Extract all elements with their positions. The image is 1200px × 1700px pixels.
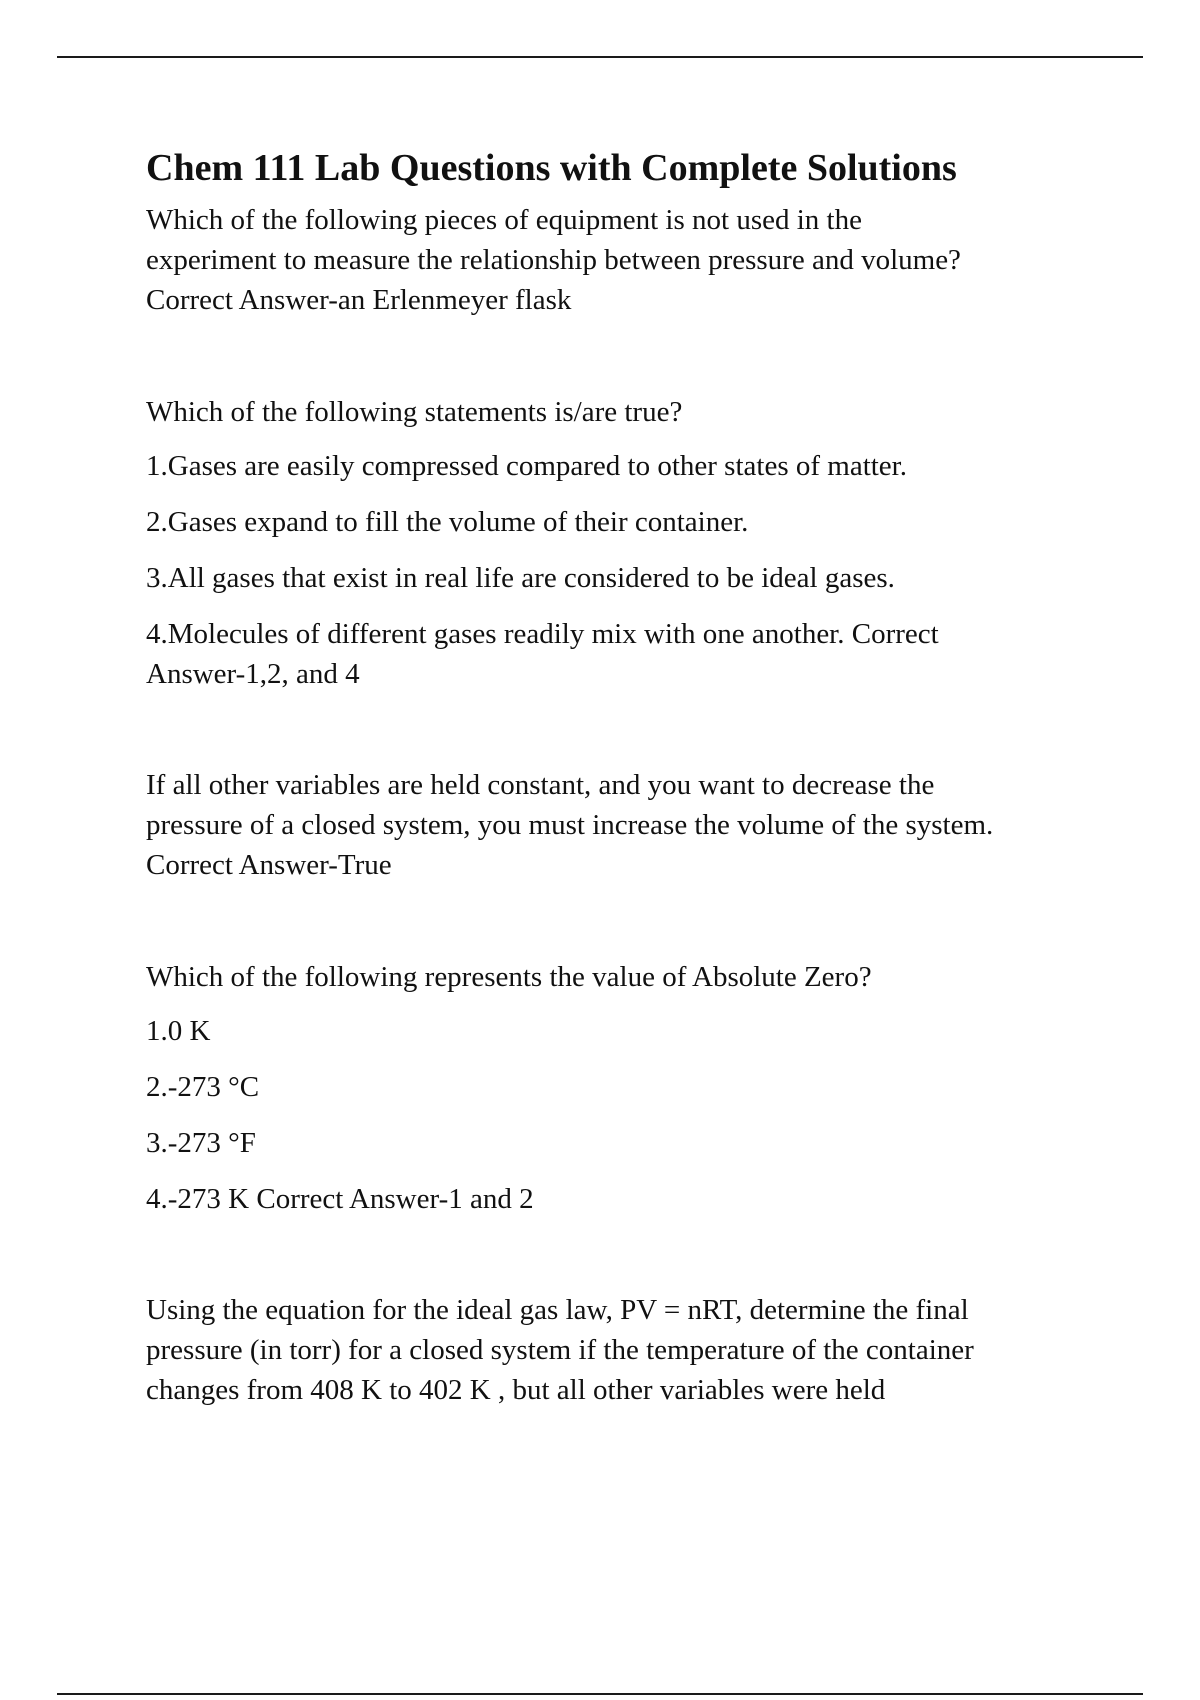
question-2-option: 2.Gases expand to fill the volume of their container. (146, 506, 749, 538)
question-4-answer: 4.-273 K Correct Answer-1 and 2 (146, 1183, 534, 1215)
question-2-answer: Answer-1,2, and 4 (146, 658, 360, 690)
question-1 (146, 200, 1106, 320)
question-4-text: Which of the following represents the value of Absolute Zero? (146, 961, 872, 993)
question-4 (146, 957, 1106, 1219)
question-2 (146, 392, 1106, 694)
question-4-option: 3.-273 °F (146, 1127, 256, 1159)
question-5 (146, 1290, 1106, 1410)
question-3 (146, 765, 1106, 885)
question-1-line: Which of the following pieces of equipment is not used in the (146, 204, 862, 236)
question-1-line: experiment to measure the relationship between pressure and volume? (146, 244, 961, 276)
question-5-line: Using the equation for the ideal gas law, PV = nRT, determine the final (146, 1294, 969, 1326)
question-4-option: 1.0 K (146, 1015, 211, 1047)
question-2-text: Which of the following statements is/are true? (146, 396, 683, 428)
document-title: Chem 111 Lab Questions with Complete Solutions (146, 147, 957, 189)
question-5-line: changes from 408 K to 402 K , but all other variables were held (146, 1374, 886, 1406)
question-2-option: 1.Gases are easily compressed compared to other states of matter. (146, 450, 907, 482)
top-rule (57, 56, 1143, 58)
bottom-rule (57, 1693, 1143, 1695)
question-3-line: pressure of a closed system, you must increase the volume of the system. (146, 809, 994, 841)
question-2-option: 4.Molecules of different gases readily mix with one another. Correct (146, 618, 939, 650)
question-3-answer: Correct Answer-True (146, 849, 392, 881)
question-5-line: pressure (in torr) for a closed system if the temperature of the container (146, 1334, 974, 1366)
document-body (146, 142, 1106, 1410)
question-3-line: If all other variables are held constant, and you want to decrease the (146, 769, 935, 801)
question-4-option: 2.-273 °C (146, 1071, 260, 1103)
question-1-answer: Correct Answer-an Erlenmeyer flask (146, 284, 572, 316)
question-2-option: 3.All gases that exist in real life are considered to be ideal gases. (146, 562, 895, 594)
